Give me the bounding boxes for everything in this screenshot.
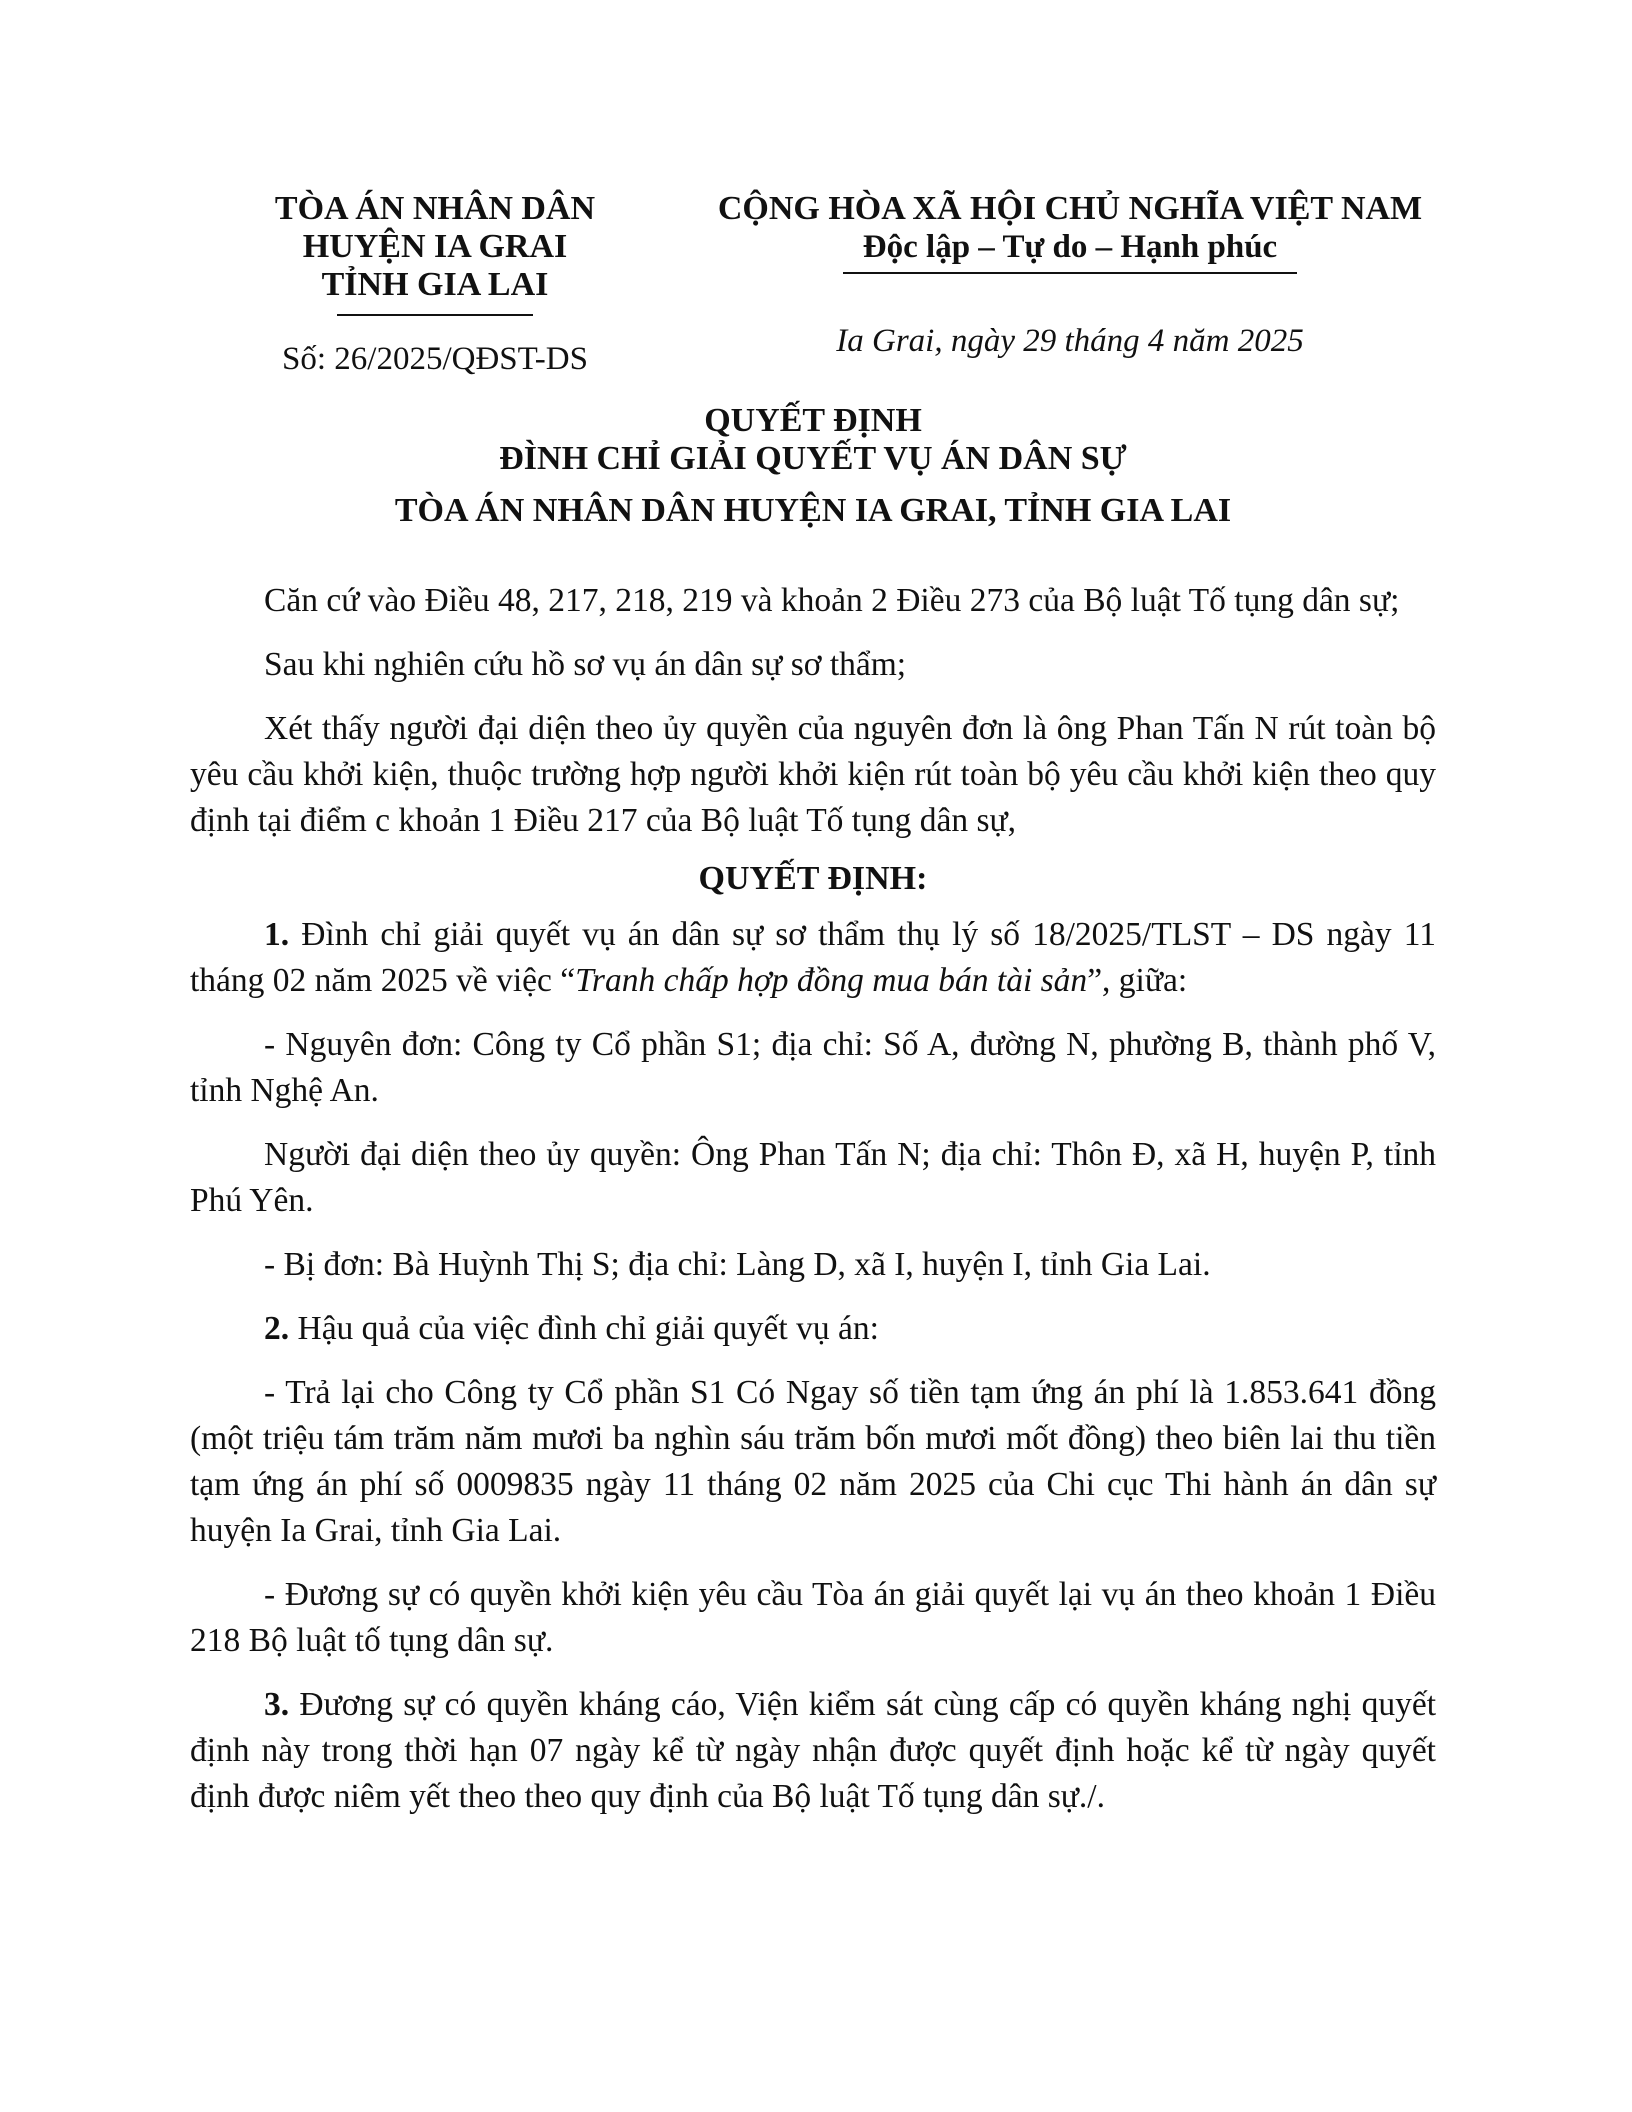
item-1-case-type: Tranh chấp hợp đồng mua bán tài sản: [575, 962, 1088, 999]
court-header: [245, 190, 625, 316]
country-name: CỘNG HÒA XÃ HỘI CHỦ NGHĨA VIỆT NAM: [717, 190, 1423, 227]
court-name-line1: TÒA ÁN NHÂN DÂN: [274, 190, 596, 227]
item-3-number: 3.: [264, 1686, 290, 1723]
item-2-number: 2.: [264, 1310, 290, 1347]
fee-refund-paragraph: - Trả lại cho Công ty Cổ phần S1 Có Ngay số tiền tạm ứng án phí là 1.853.641 đồng (một triệu tám trăm năm mươi ba nghìn sáu trăm bốn mươi mốt đồng) theo biên lai thu tiền tạm ứng án phí số 0009835 ngày 11 tháng 02 năm 2025 của Chi cục Thi hành án dân sự huyện Ia Grai, tỉnh Gia Lai.: [190, 1374, 1436, 1549]
place-and-date: Ia Grai, ngày 29 tháng 4 năm 2025: [836, 323, 1304, 359]
document-subtitle: ĐÌNH CHỈ GIẢI QUYẾT VỤ ÁN DÂN SỰ: [499, 440, 1127, 477]
item-2-text: Hậu quả của việc đình chỉ giải quyết vụ án:: [289, 1310, 879, 1347]
decision-item-2: [190, 1306, 1436, 1352]
court-name-line3: TỈNH GIA LAI: [321, 266, 549, 303]
review-paragraph: Sau khi nghiên cứu hồ sơ vụ án dân sự sơ thẩm;: [264, 646, 907, 683]
motto-underline: [843, 272, 1297, 274]
document-titles: [190, 402, 1436, 530]
legal-basis-paragraph: Căn cứ vào Điều 48, 217, 218, 219 và khoản 2 Điều 273 của Bộ luật Tố tụng dân sự;: [264, 582, 1400, 619]
consideration-paragraph: Xét thấy người đại diện theo ủy quyền của nguyên đơn là ông Phan Tấn N rút toàn bộ yêu cầu khởi kiện, thuộc trường hợp người khởi kiện rút toàn bộ yêu cầu khởi kiện theo quy định tại điểm c khoản 1 Điều 217 của Bộ luật Tố tụng dân sự,: [190, 710, 1436, 839]
item-3-text: Đương sự có quyền kháng cáo, Viện kiểm sát cùng cấp có quyền kháng nghị quyết định này trong thời hạn 07 ngày kể từ ngày nhận được quyết định hoặc kể từ ngày quyết định được niêm yết theo theo quy định của Bộ luật Tố tụng dân sự./.: [190, 1686, 1436, 1815]
decision-item-3: [190, 1682, 1436, 1820]
decision-item-1: [190, 912, 1436, 1004]
document-body: [190, 578, 1436, 1838]
document-title: QUYẾT ĐỊNH: [704, 402, 922, 439]
decision-number: Số: 26/2025/QĐST-DS: [282, 341, 588, 377]
plaintiff-info: - Nguyên đơn: Công ty Cổ phần S1; địa chỉ: Số A, đường N, phường B, thành phố V, tỉnh Nghệ An.: [190, 1026, 1436, 1109]
item-1-text-b: ”, giữa:: [1087, 962, 1188, 999]
item-1-text-a: Đình chỉ giải quyết vụ án dân sự sơ thẩm thụ lý số 18/2025/TLST – DS ngày 11 tháng 02 năm 2025 về việc “: [190, 916, 1436, 999]
court-header-divider: [337, 314, 533, 316]
national-header: [700, 190, 1440, 274]
right-to-sue-paragraph: - Đương sự có quyền khởi kiện yêu cầu Tòa án giải quyết lại vụ án theo khoản 1 Điều 218 Bộ luật tố tụng dân sự.: [190, 1576, 1436, 1659]
court-name-line2: HUYỆN IA GRAI: [302, 228, 568, 265]
decision-heading: QUYẾT ĐỊNH:: [698, 860, 928, 897]
issuing-court: TÒA ÁN NHÂN DÂN HUYỆN IA GRAI, TỈNH GIA LAI: [394, 492, 1232, 529]
item-1-number: 1.: [264, 916, 290, 953]
defendant-info: - Bị đơn: Bà Huỳnh Thị S; địa chỉ: Làng D, xã I, huyện I, tỉnh Gia Lai.: [264, 1246, 1211, 1283]
national-motto: Độc lập – Tự do – Hạnh phúc: [862, 229, 1278, 265]
representative-info: Người đại diện theo ủy quyền: Ông Phan Tấn N; địa chỉ: Thôn Đ, xã H, huyện P, tỉnh Phú Yên.: [190, 1136, 1436, 1219]
